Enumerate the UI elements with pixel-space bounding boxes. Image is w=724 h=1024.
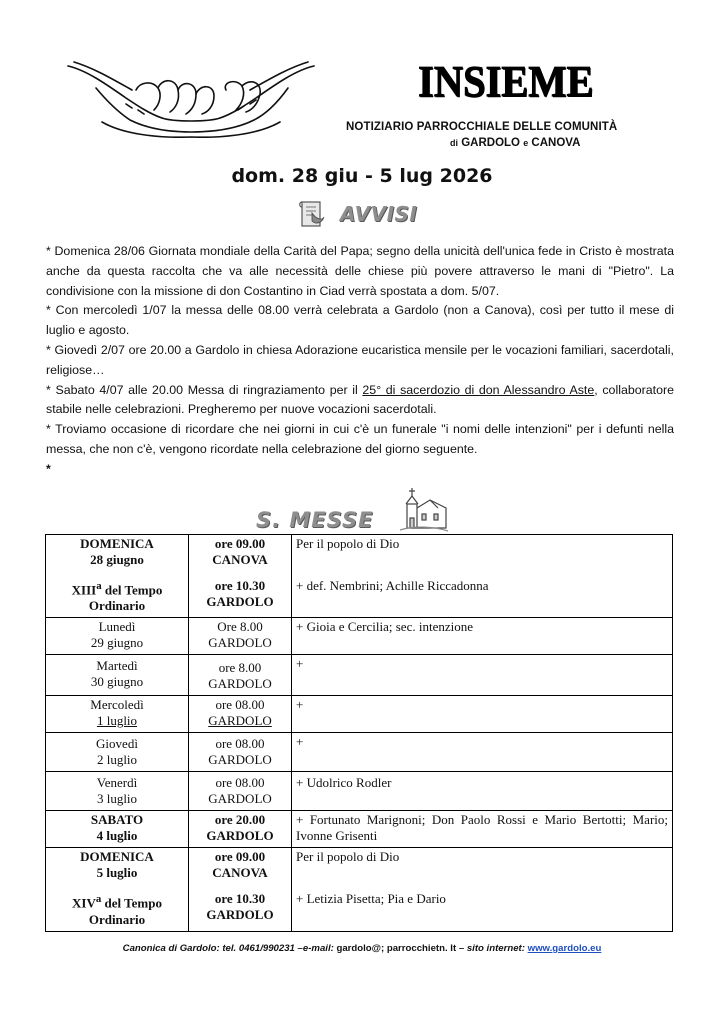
mass-place: GARDOLO — [208, 635, 272, 651]
mass-intention: Per il popolo di Dio — [296, 536, 400, 551]
notice-item — [46, 381, 674, 421]
day-cell — [46, 655, 189, 696]
day-cell — [46, 696, 189, 733]
table-row — [46, 655, 673, 696]
mass-time: ore 8.00 — [218, 660, 262, 676]
church-icon — [398, 486, 448, 534]
mass-place: GARDOLO — [208, 752, 272, 768]
notice-item: * Giovedì 2/07 ore 20.00 a Gardolo in chiesa Adorazione eucaristica mensile per le vocazioni familiari, sacerdotali, religiose… — [46, 342, 674, 377]
mass-time: ore 08.00 — [215, 736, 265, 752]
notice-text: * Sabato 4/07 alle 20.00 Messa di ringraziamento per il — [46, 382, 363, 397]
mass-intention: + — [292, 733, 673, 772]
week-number: XIII — [71, 582, 97, 598]
day-name: Martedì — [96, 658, 138, 674]
liturgical-week — [50, 891, 184, 911]
week-label: del Tempo — [101, 582, 163, 598]
footer-phone-text: Canonica di Gardolo: tel. 0461/990231 –e-mail: — [122, 943, 337, 954]
messe-title: S. MESSE — [256, 508, 374, 532]
day-date: 30 giugno — [90, 674, 144, 690]
week-ordinal: a — [96, 580, 102, 592]
time-cell — [189, 772, 292, 811]
time-cell — [189, 811, 292, 848]
time-cell — [189, 696, 292, 733]
anniversary-text: 25° di sacerdozio di don Alessandro Aste — [362, 382, 595, 397]
mass-time: ore 10.30 — [214, 578, 266, 593]
table-row — [46, 811, 673, 848]
day-name: Venerdì — [96, 775, 138, 791]
mass-time: ore 09.00 — [214, 849, 266, 865]
mass-time: ore 10.30 — [214, 891, 266, 907]
day-name: SABATO — [90, 812, 144, 828]
table-row — [46, 696, 673, 733]
day-name: Giovedì — [96, 736, 138, 752]
mass-place: GARDOLO — [206, 594, 274, 609]
mass-place: GARDOLO — [208, 713, 272, 729]
mass-intention: + Fortunato Marignoni; Don Paolo Rossi e Mario Bertotti; Mario; Ivonne Grisenti — [292, 811, 673, 848]
bulletin-date: dom. 28 giu - 5 lug 2026 — [231, 165, 493, 187]
day-date: 4 luglio — [96, 828, 138, 844]
mass-time: ore 20.00 — [214, 812, 266, 828]
mass-schedule-table — [45, 534, 673, 932]
praying-hands-illustration — [66, 60, 316, 138]
masthead-title: INSIEME — [418, 57, 594, 106]
mass-time: Ore 8.00 — [217, 619, 263, 635]
mass-intention: + Udolrico Rodler — [292, 772, 673, 811]
day-date: 2 luglio — [96, 752, 138, 768]
day-name: DOMENICA — [80, 849, 154, 865]
time-cell — [189, 848, 292, 931]
day-name: Mercoledì — [90, 697, 144, 713]
mass-time: ore 09.00 — [214, 536, 266, 551]
parish-canova: CANOVA — [531, 137, 581, 149]
intention-cell — [292, 535, 673, 618]
notice-item: * Con mercoledì 1/07 la messa delle 08.00 verrà celebrata a Gardolo (non a Canova), così per tutto il mese di luglio e agosto. — [46, 303, 674, 338]
day-cell — [46, 772, 189, 811]
day-date: 3 luglio — [96, 791, 138, 807]
mass-time: ore 08.00 — [215, 697, 265, 713]
time-cell — [189, 535, 292, 618]
mass-intention: + — [292, 696, 673, 733]
mass-intention: + def. Nembrini; Achille Riccadonna — [296, 578, 489, 593]
day-cell — [46, 848, 189, 931]
parishes-e: e — [523, 138, 529, 148]
week-label-line2: Ordinario — [88, 911, 146, 927]
table-row — [46, 848, 673, 931]
time-cell — [189, 733, 292, 772]
mass-intention: + Letizia Pisetta; Pia e Dario — [296, 891, 446, 907]
mass-intention: + — [292, 655, 673, 696]
notice-item: * Troviamo occasione di ricordare che nei giorni in cui c'è un funerale "i nomi delle intenzioni" per i defunti nella messa, che non c'è, vengono ricordate nella celebrazione del giorno seguente. — [46, 422, 674, 456]
avvisi-title: AVVISI — [340, 202, 418, 226]
masthead-subtitle: NOTIZIARIO PARROCCHIALE DELLE COMUNITÀ — [346, 121, 618, 133]
day-cell — [46, 733, 189, 772]
week-number: XIV — [72, 895, 96, 911]
liturgical-week — [50, 578, 184, 598]
mass-place: GARDOLO — [206, 907, 274, 923]
notices-section — [46, 242, 674, 480]
day-date: 29 giugno — [90, 635, 144, 651]
day-cell — [46, 811, 189, 848]
day-date: 1 luglio — [96, 713, 138, 729]
table-row — [46, 772, 673, 811]
mass-place: GARDOLO — [208, 791, 272, 807]
mass-time: ore 08.00 — [215, 775, 265, 791]
notice-scroll-icon — [298, 199, 326, 229]
footer-email[interactable]: gardolo@; parrocchietn. It — [336, 943, 457, 954]
website-link[interactable]: www.gardolo.eu — [527, 943, 602, 954]
notice-item: * Domenica 28/06 Giornata mondiale della Carità del Papa; segno della unicità dell'unica fede in Cristo è mostrata anche da questa raccolta che va alle necessità delle chiese più povere attraverso le mani di "Pietro". La condivisione con la missione di don Costantino in Ciad verrà spostata a dom. 5/07. — [46, 244, 674, 298]
mass-intention: Per il popolo di Dio — [296, 849, 400, 865]
mass-place: GARDOLO — [206, 828, 274, 844]
parish-gardolo: GARDOLO — [461, 137, 520, 149]
table-row — [46, 535, 673, 618]
day-cell — [46, 618, 189, 655]
week-label-line2: Ordinario — [88, 598, 146, 614]
mass-intention: + Gioia e Cercilia; sec. intenzione — [292, 618, 673, 655]
week-ordinal: a — [95, 893, 102, 906]
footer-contacts — [0, 943, 724, 954]
day-date: 5 luglio — [96, 865, 138, 881]
notice-text: , collaboratore stabile nelle celebrazioni. Pregheremo per nuove vocazioni sacerdotali. — [46, 382, 674, 417]
mass-place: GARDOLO — [208, 676, 272, 692]
notice-item: * — [46, 461, 51, 476]
day-name: Lunedì — [98, 619, 136, 635]
time-cell — [189, 618, 292, 655]
day-cell — [46, 535, 189, 618]
footer-website-label: – sito internet: — [456, 943, 528, 954]
time-cell — [189, 655, 292, 696]
parishes-di: di — [450, 138, 458, 148]
masthead-parishes — [450, 137, 580, 149]
table-row — [46, 618, 673, 655]
mass-place: CANOVA — [212, 865, 268, 881]
day-date: 28 giugno — [90, 552, 144, 567]
mass-place: CANOVA — [212, 552, 268, 567]
intention-cell — [292, 848, 673, 931]
day-name: DOMENICA — [80, 536, 154, 551]
table-row — [46, 733, 673, 772]
week-label: del Tempo — [101, 895, 162, 911]
